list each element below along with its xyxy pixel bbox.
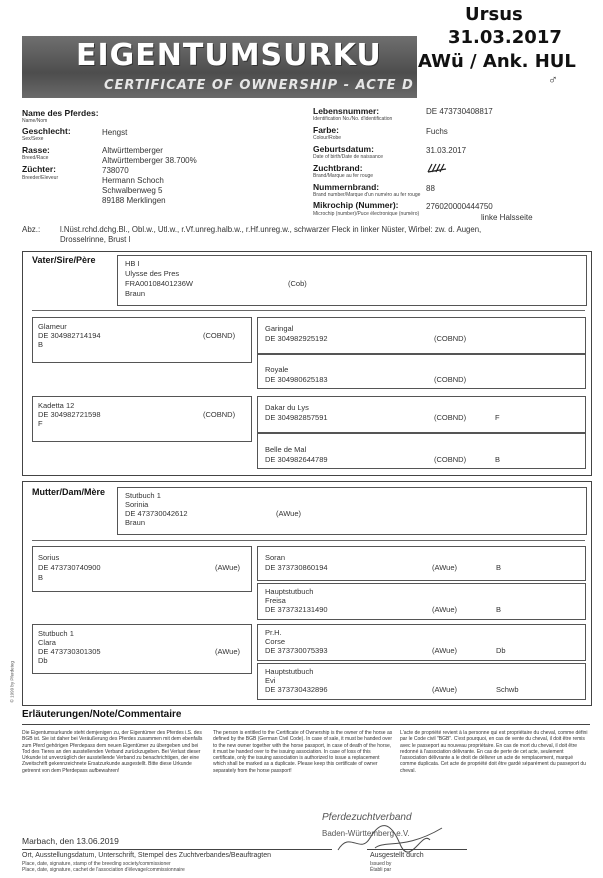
dam-name: Sorinia [125, 500, 149, 509]
chip-location: linke Halsseite [481, 213, 533, 222]
grandsire2-box [32, 396, 252, 442]
gs1-color: B [38, 340, 44, 349]
name-sub: Name/Nom [22, 118, 48, 124]
sire-box [117, 255, 587, 306]
ggd3-color: Db [496, 646, 506, 655]
ggd2-color: B [496, 605, 502, 614]
ggs1-id: DE 304982925192 [265, 334, 328, 343]
brand-sub: Brand/Marque au fer rouge [313, 173, 374, 179]
gd1-color: B [38, 573, 44, 582]
color-sub: Colour/Robe [313, 135, 342, 141]
ggs3-color: F [495, 413, 500, 422]
sex-sub: Sex/Sexe [22, 136, 44, 142]
gg4-box [257, 433, 586, 469]
stamp-association-region: Baden-Württemberg e.V. [322, 829, 410, 838]
sire-name: Ulysse des Pres [125, 269, 180, 278]
gd1-name: Sorius [38, 553, 60, 562]
ggd4-name: Evi [265, 676, 276, 685]
handwritten-horse-name: Ursus [465, 4, 523, 25]
gs1-name: Glameur [38, 322, 67, 331]
sire-color: Braun [125, 289, 146, 298]
ggd4-color: Schwb [496, 685, 519, 694]
ggd2-tag: (AWue) [432, 605, 458, 614]
breeder-name: Hermann Schoch [102, 176, 164, 185]
ggd1-tag: (AWue) [432, 563, 458, 572]
stamp-association-name: Pferdezuchtverband [322, 812, 412, 823]
color-value: Fuchs [426, 127, 448, 136]
breeder-label: Züchter: [22, 164, 56, 174]
lifeno-sub: Identification No./No. d'identification [313, 116, 393, 122]
ggs3-id: DE 304982857591 [265, 413, 328, 422]
dob-value: 31.03.2017 [426, 146, 467, 155]
ggs4-id: DE 304982644789 [265, 455, 328, 464]
ggd3-name: Corse [265, 637, 286, 646]
color-label: Farbe: [313, 125, 339, 135]
notes-divider [22, 724, 590, 725]
sire-divider [32, 310, 585, 311]
dob-label: Geburtsdatum: [313, 144, 374, 154]
granddam2-box [32, 624, 252, 674]
ggs3-name: Dakar du Lys [265, 403, 309, 412]
notes-french: L'acte de propriété revient à la personne qui est propriétaire du cheval, comme défini par le Code civil "BGB". C'est pourquoi, en cas de vente du cheval, il doit être remis avec le passeport au nouveau propriétaire. En cas de mort du cheval, il doit être redonné à l'association délivrante. En cas de perte de cet acte, seulement l'association délivrante a le droit de délivrer un acte de remplacement, marqué comme duplicata. Cet acte de propriété doit être gardé séparément du passeport du cheval. [400, 730, 588, 774]
chip-sub: Microchip (number)/Puce électronique (numéro) [313, 211, 420, 217]
lifeno-value: DE 473730408817 [426, 107, 493, 116]
dam-heading: Mutter/Dam/Mère [32, 487, 106, 497]
dam-color: Braun [125, 518, 146, 527]
issued-by-label: Ausgestellt durch [370, 852, 424, 859]
notes-german: Die Eigentumsurkunde steht demjenigen zu, der Eigentümer des Pferdes i.S. des BGB ist. Sie ist daher bei Veräußerung des Pferdes zusammen mit dem ebenfalls zum Pferd gehörigen Pferdepass dem neuen Eigentümer zu übergeben und bei Tod des Tieres an den ausstellenden Verband zurückzugeben. Bei Verlust dieser Urkunde ist unverzüglich der ausstellende Verband zu benachrichtigen, der eine Zweitschrift gekennzeichnete Ersatzurkunde ausgestellt. Bitte diese Urkunde getrennt von dem Pferdepass aufbewahren! [22, 730, 203, 774]
notes-english: The person is entitled to the Certificate of Ownership is the owner of the horse as defined by the BGB (German Civil Code). In case of sale, it must be handed over to the new owner together with the horse passport, in case of death of the horse, it must be handed over to the issuing association. In case of loss of this certificate, only the issuing association is authorized to issue a replacement which shall be marked as a duplicate. Please keep this certificate of owner separately from the horse passport! [213, 730, 393, 774]
name-label: Name des Pferdes: [22, 108, 99, 118]
male-symbol-icon: ♂ [548, 72, 558, 87]
banner-title: EIGENTUMSURKU [76, 38, 382, 73]
gd2-studbook: Stutbuch 1 [38, 629, 74, 638]
gs2-id: DE 304982721598 [38, 410, 101, 419]
ggd2-id: DE 373732131490 [265, 605, 328, 614]
ggd2-name: Freisa [265, 596, 286, 605]
ggd4-id: DE 373730432896 [265, 685, 328, 694]
chip-label: Mikrochip (Nummer): [313, 200, 399, 210]
brand-mark-icon [426, 161, 450, 175]
ggs2-tag: (COBND) [434, 375, 467, 384]
ggs1-name: Garingal [265, 324, 294, 333]
chip-value: 276020000444750 [426, 202, 493, 211]
handwritten-association: AWü / Ank. HUL [418, 51, 576, 72]
numbrand-value: 88 [426, 184, 435, 193]
grandsire1-box [32, 317, 252, 363]
markings-line1: l.Nüst.rchd.dchg.Bl., Obl.w., Utl.w., r.Vf.unreg.halb.w., r.Hf.unreg.w., schwarzer Fleck in linker Nüster, Wirbel: zw. d. Augen, [60, 225, 482, 234]
gg2-box [257, 354, 586, 389]
place-sub-french: Place, date, signature, cachet de l'association d'élevage/commissionnaire [22, 867, 185, 873]
markings-line2: Drosselrinne, Brust l [60, 235, 131, 244]
ggd3-id: DE 373730075393 [265, 646, 328, 655]
gd2-color: Db [38, 656, 48, 665]
notes-heading: Erläuterungen/Note/Commentaire [22, 709, 182, 720]
gs2-tag: (COBND) [203, 410, 236, 419]
sire-heading: Vater/Sire/Père [32, 255, 96, 265]
ggs2-name: Royale [265, 365, 289, 374]
ggd3-tag: (AWue) [432, 646, 458, 655]
ggd1-id: DE 373730860194 [265, 563, 328, 572]
ggs1-tag: (COBND) [434, 334, 467, 343]
breeder-street: Schwalbenweg 5 [102, 186, 163, 195]
ggd2-studbook: Hauptstutbuch [265, 587, 314, 596]
granddam1-box [32, 546, 252, 592]
issued-by-english: Issued by [370, 861, 392, 867]
breed-value: Altwürttemberger [102, 146, 163, 155]
breeder-sub: Breeder/Eleveur [22, 175, 59, 181]
ggd2-box [257, 583, 586, 620]
ggd4-studbook: Hauptstutbuch [265, 667, 314, 676]
sex-value: Hengst [102, 128, 128, 137]
issue-place-date: Marbach, den 13.06.2019 [22, 836, 119, 846]
sire-id: FRA00108401236W [125, 279, 193, 288]
brand-label: Zuchtbrand: [313, 163, 363, 173]
handwritten-date: 31.03.2017 [448, 27, 562, 48]
dam-id: DE 473730042612 [125, 509, 188, 518]
ggd3-studbook: Pr.H. [265, 628, 282, 637]
place-label: Ort, Ausstellungsdatum, Unterschrift, Stempel des Zuchtverbandes/Beauftragten [22, 852, 272, 859]
gd1-tag: (AWue) [215, 563, 241, 572]
ggs2-id: DE 304980625183 [265, 375, 328, 384]
issuer-line [367, 849, 467, 850]
place-sub-english: Place, date, signature, stamp of the breeding society/commissioner [22, 861, 171, 867]
breed-label: Rasse: [22, 145, 50, 155]
breeder-number: 738070 [102, 166, 129, 175]
gs2-color: F [38, 419, 43, 428]
copyright-side-print: © 1999 by Pferdeteg [9, 661, 15, 703]
lifeno-label: Lebensnummer: [313, 106, 380, 116]
ggs4-color: B [495, 455, 501, 464]
issued-by-french: Établi par [370, 867, 392, 873]
signature-line [22, 849, 332, 850]
ggd4-tag: (AWue) [432, 685, 458, 694]
sex-label: Geschlecht: [22, 126, 71, 136]
numbrand-label: Nummernbrand: [313, 182, 380, 192]
banner-subtitle: CERTIFICATE OF OWNERSHIP - ACTE D [104, 78, 414, 93]
certificate-banner [22, 36, 417, 98]
ggd1-color: B [496, 563, 502, 572]
gs1-tag: (COBND) [203, 331, 236, 340]
gs2-name: Kadetta 12 [38, 401, 75, 410]
ggd1-name: Soran [265, 553, 286, 562]
dam-breed-tag: (AWue) [276, 509, 302, 518]
gd2-name: Clara [38, 638, 56, 647]
markings-label: Abz.: [22, 225, 41, 234]
sire-studbook: HB I [125, 259, 140, 268]
dam-box [117, 487, 587, 535]
ggd4-box [257, 663, 586, 700]
dam-divider [32, 540, 585, 541]
gg1-box [257, 317, 586, 354]
dam-studbook: Stutbuch 1 [125, 491, 161, 500]
ggs4-name: Belle de Mal [265, 445, 307, 454]
ggd1-box [257, 546, 586, 581]
gs1-id: DE 304982714194 [38, 331, 101, 340]
gd2-tag: (AWue) [215, 647, 241, 656]
breed-sub: Breed/Race [22, 155, 49, 161]
ggs4-tag: (COBND) [434, 455, 467, 464]
gd2-id: DE 473730301305 [38, 647, 101, 656]
gd1-id: DE 473730740900 [38, 563, 101, 572]
breed-percent: Altwürttemberger 38.700% [102, 156, 197, 165]
sire-breed-tag: (Cob) [288, 279, 307, 288]
ggd3-box [257, 624, 586, 661]
ggs3-tag: (COBND) [434, 413, 467, 422]
dob-sub: Date of birth/Date de naissance [313, 154, 384, 160]
numbrand-sub: Brand number/Marque d'un numéro au fer rouge [313, 192, 421, 198]
gg3-box [257, 396, 586, 433]
breeder-city: 89188 Merklingen [102, 196, 166, 205]
